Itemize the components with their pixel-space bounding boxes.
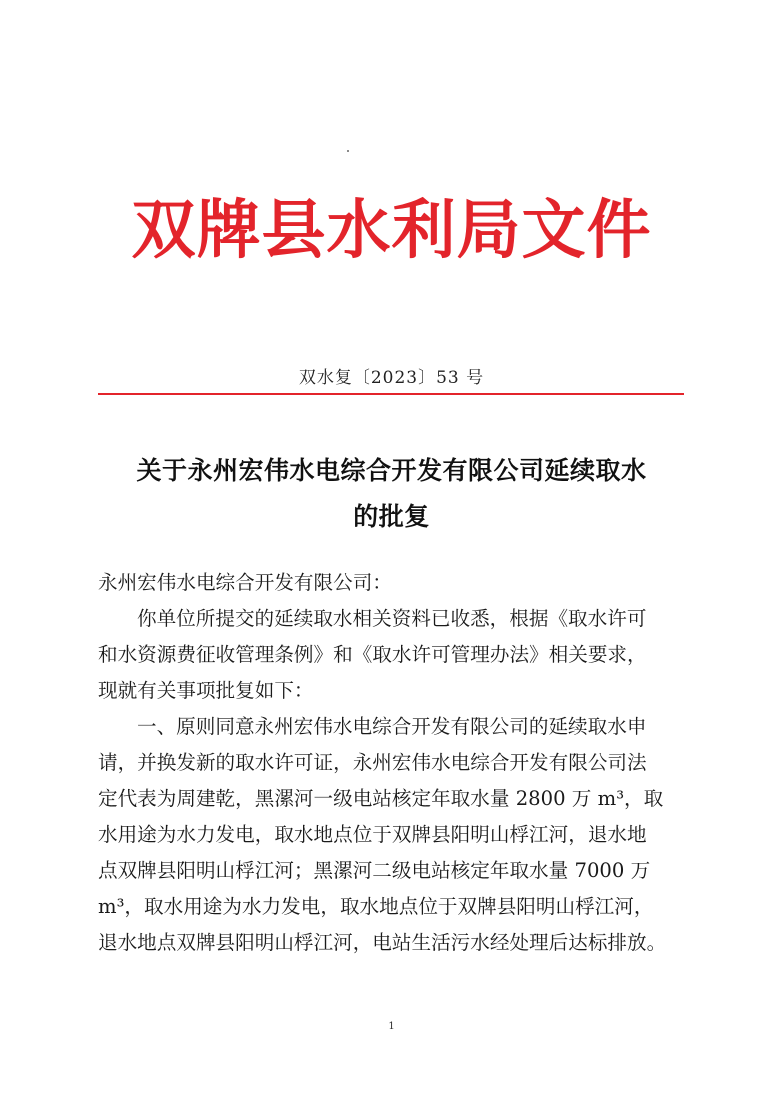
body-line: 水用途为水力发电，取水地点位于双牌县阳明山桴江河，退水地 xyxy=(98,823,647,846)
document-title-line-2: 的批复 xyxy=(353,502,430,531)
body-line: 一、原则同意永州宏伟水电综合开发有限公司的延续取水申 xyxy=(137,715,647,738)
agency-header-title: 双牌县水利局文件 xyxy=(131,193,652,268)
scan-speck xyxy=(347,150,349,152)
page-number: 1 xyxy=(388,1021,395,1032)
body-line: 你单位所提交的延续取水相关资料已收悉，根据《取水许可 xyxy=(137,607,647,630)
addressee: 永州宏伟水电综合开发有限公司： xyxy=(98,571,392,594)
red-divider-rule xyxy=(98,393,684,395)
document-title-line-1: 关于永州宏伟水电综合开发有限公司延续取水 xyxy=(136,456,647,485)
body-line: 现就有关事项批复如下： xyxy=(98,679,314,702)
body-line: m³，取水用途为水力发电，取水地点位于双牌县阳明山桴江河， xyxy=(98,895,654,918)
body-line: 定代表为周建乾，黑漯河一级电站核定年取水量 2800 万 m³，取 xyxy=(98,787,664,810)
document-number: 双水复〔2023〕53 号 xyxy=(298,368,485,388)
body-line: 退水地点双牌县阳明山桴江河，电站生活污水经处理后达标排放。 xyxy=(98,931,667,954)
body-line: 和水资源费征收管理条例》和《取水许可管理办法》相关要求， xyxy=(98,643,647,666)
body-line: 点双牌县阳明山桴江河；黑漯河二级电站核定年取水量 7000 万 xyxy=(98,859,651,882)
body-line: 请，并换发新的取水许可证，永州宏伟水电综合开发有限公司法 xyxy=(98,751,647,774)
